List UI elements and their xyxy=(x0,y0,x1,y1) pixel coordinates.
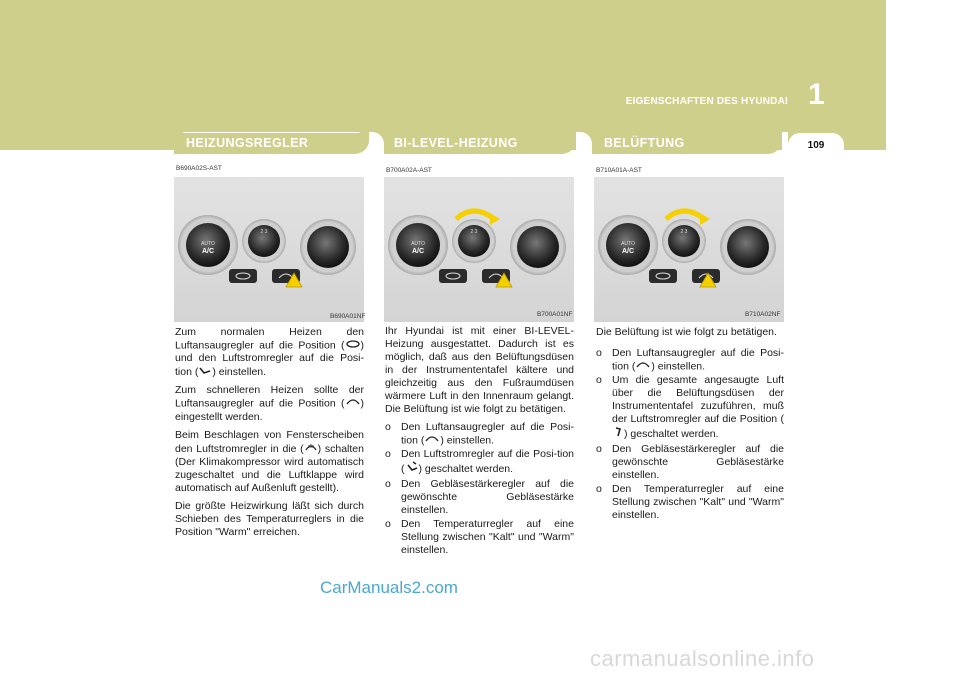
column-heizungsregler xyxy=(175,326,364,544)
figure-belueftung xyxy=(594,177,784,322)
floor-vent-icon xyxy=(198,365,212,379)
figure-bi-level xyxy=(384,177,574,322)
paragraph: Zum schnelleren Heizen sollte der Luftansaugregler auf die Position ( ) eingestellt werden. xyxy=(175,384,364,423)
list-item: o Den Temperaturregler auf eine Stellung zwischen "Kalt" und "Warm" einstellen. xyxy=(596,483,784,522)
figure-code: B710A02NF xyxy=(745,311,781,318)
watermark-link[interactable]: CarManuals2.com xyxy=(320,578,458,597)
list-item: o Den Gebläsestärkeregler auf die gewönschte Gebläsestärke einstellen. xyxy=(385,478,574,517)
fresh-air-icon xyxy=(424,434,440,447)
page-number: 109 xyxy=(807,140,825,151)
defrost-icon xyxy=(304,442,318,456)
recirculation-icon xyxy=(345,339,361,352)
list-item: o Den Luftstromregler auf die Posi-tion ( ) geschaltet werden. xyxy=(385,448,574,477)
section-code: B710A01A-AST xyxy=(596,167,642,174)
chapter-number: 1 xyxy=(808,78,825,111)
column-belueftung xyxy=(596,326,784,523)
section-code: B700A02A-AST xyxy=(386,167,432,174)
footer-url: carmanualsonline.info xyxy=(590,646,815,671)
figure-code: B690A01NF xyxy=(330,313,366,320)
fresh-air-icon xyxy=(635,360,651,373)
bi-level-icon xyxy=(405,461,419,477)
face-vent-icon xyxy=(612,426,624,442)
paragraph: Beim Beschlagen von Fensterscheiben den Luftstromregler in die ( ) schalten (Der Klimakompressor wird automatisch zugeschaltet und die Luftklappe wird automatisch auf Außenluft gestellt). xyxy=(175,428,364,494)
section-code: B690A02S-AST xyxy=(176,165,222,172)
list-item: o Den Temperaturregler auf eine Stellung zwischen "Kalt" und "Warm" einstellen. xyxy=(385,518,574,557)
column-bi-level xyxy=(385,325,574,558)
list-item: o Den Gebläsestärkeregler auf die gewönschte Gebläsestärke einstellen. xyxy=(596,443,784,482)
fresh-air-icon xyxy=(345,397,361,410)
figure-heizungsregler xyxy=(174,177,364,322)
header-band xyxy=(0,0,886,132)
list-item: o Den Luftansaugregler auf die Posi-tion ( ) einstellen. xyxy=(596,347,784,373)
list-item: o Um die gesamte angesaugte Luft über die Belüftungsdüsen der Instrumententafel zuzuführen, muß der Luftstromregler auf die Position () geschaltet werden. xyxy=(596,374,784,442)
section-title-belueftung: BELÜFTUNG xyxy=(604,136,685,150)
section-title-heizungsregler: HEIZUNGSREGLER xyxy=(186,136,309,150)
paragraph: Die größte Heizwirkung läßt sich durch Schieben des Temperaturreglers in die Position "Warm" erreichen. xyxy=(175,499,364,538)
list-item: o Den Luftansaugregler auf die Posi-tion ( ) einstellen. xyxy=(385,421,574,447)
section-title-bi-level: BI-LEVEL-HEIZUNG xyxy=(394,136,518,150)
figure-code: B700A01NF xyxy=(537,311,573,318)
chapter-title: EIGENSCHAFTEN DES HYUNDAI xyxy=(625,96,788,107)
intro-paragraph: Die Belüftung ist wie folgt zu betätigen. xyxy=(596,326,777,338)
paragraph: Zum normalen Heizen den Luftansaugregler auf die Position ( ) und den Luftstromregler auf die Posi-tion ( ) einstellen. xyxy=(175,326,364,379)
intro-paragraph: Ihr Hyundai ist mit einer BI-LEVEL-Heizung ausgestattet. Dadurch ist es möglich, daß aus den Belüftungsdüsen in der Instrumententafel kältere und gleichzeitig aus den Fußraumdüsen wärmere Luft in den Innenraum gelangt. Die Belüftung ist wie folgt zu betätigen. xyxy=(385,325,574,415)
